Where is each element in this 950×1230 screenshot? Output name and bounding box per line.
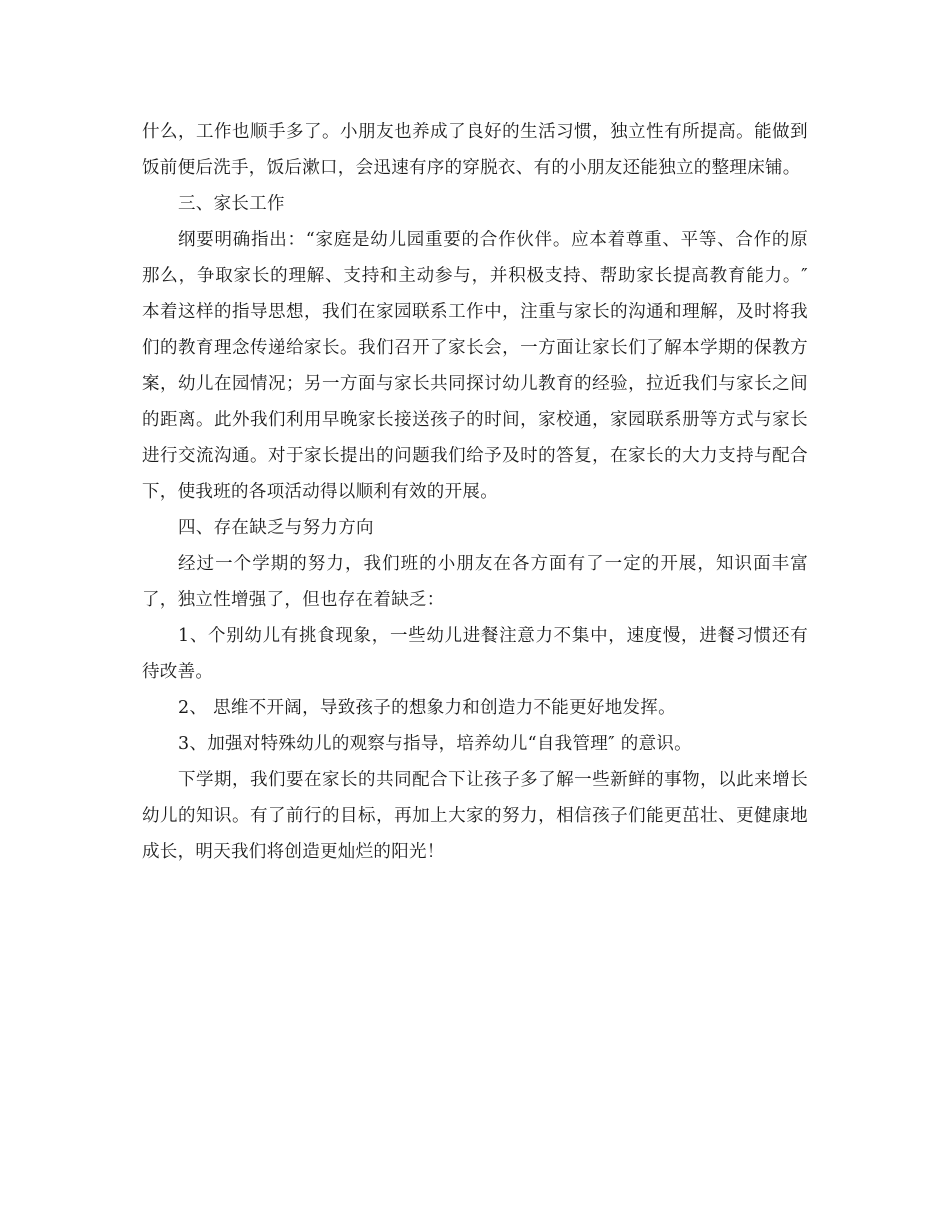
section-heading-shortcomings: 四、存在缺乏与努力方向 [178,518,374,538]
list-item-special-children: 3、加强对特殊幼儿的观察与指导，培养幼儿“自我管理″ 的意识。 [178,734,692,754]
paragraph-next-semester: 下学期，我们要在家长的共同配合下让孩子多了解一些新鲜的事物，以此来增长幼儿的知识。有了前行的目标，再加上大家的努力，相信孩子们能更茁壮、更健康地成长，明天我们将创造更灿烂的阳光！ [142,770,808,862]
list-item-thinking: 2、 思维不开阔，导致孩子的想象力和创造力不能更好地发挥。 [178,698,676,718]
paragraph-shortcomings-intro: 经过一个学期的努力，我们班的小朋友在各方面有了一定的开展，知识面丰富了，独立性增强了，但也存在着缺乏： [142,554,808,610]
paragraph-parent-work: 纲要明确指出：“家庭是幼儿园重要的合作伙伴。应本着尊重、平等、合作的原那么，争取家长的理解、支持和主动参与，并积极支持、帮助家长提高教育能力。″ 本着这样的指导思想，我们在家园联系工作中，注重与家长的沟通和理解，及时将我们的教育理念传递给家长。我们召开了家长会，一方面让家长们了解本学期的保教方案，幼儿在园情况；另一方面与家长共同探讨幼儿教育的经验，拉近我们与家长之间的距离。此外我们利用早晚家长接送孩子的时间，家校通，家园联系册等方式与家长进行交流沟通。对于家长提出的问题我们给予及时的答复，在家长的大力支持与配合下，使我班的各项活动得以顺利有效的开展。 [142,230,808,502]
document-body [142,114,808,870]
list-item-picky-eating: 1、个别幼儿有挑食现象，一些幼儿进餐注意力不集中，速度慢，进餐习惯还有待改善。 [142,626,808,682]
paragraph-routine-habits: 什么，工作也顺手多了。小朋友也养成了良好的生活习惯，独立性有所提高。能做到饭前便后洗手，饭后漱口，会迅速有序的穿脱衣、有的小朋友还能独立的整理床铺。 [142,122,808,178]
section-heading-parent-work: 三、家长工作 [178,194,285,214]
